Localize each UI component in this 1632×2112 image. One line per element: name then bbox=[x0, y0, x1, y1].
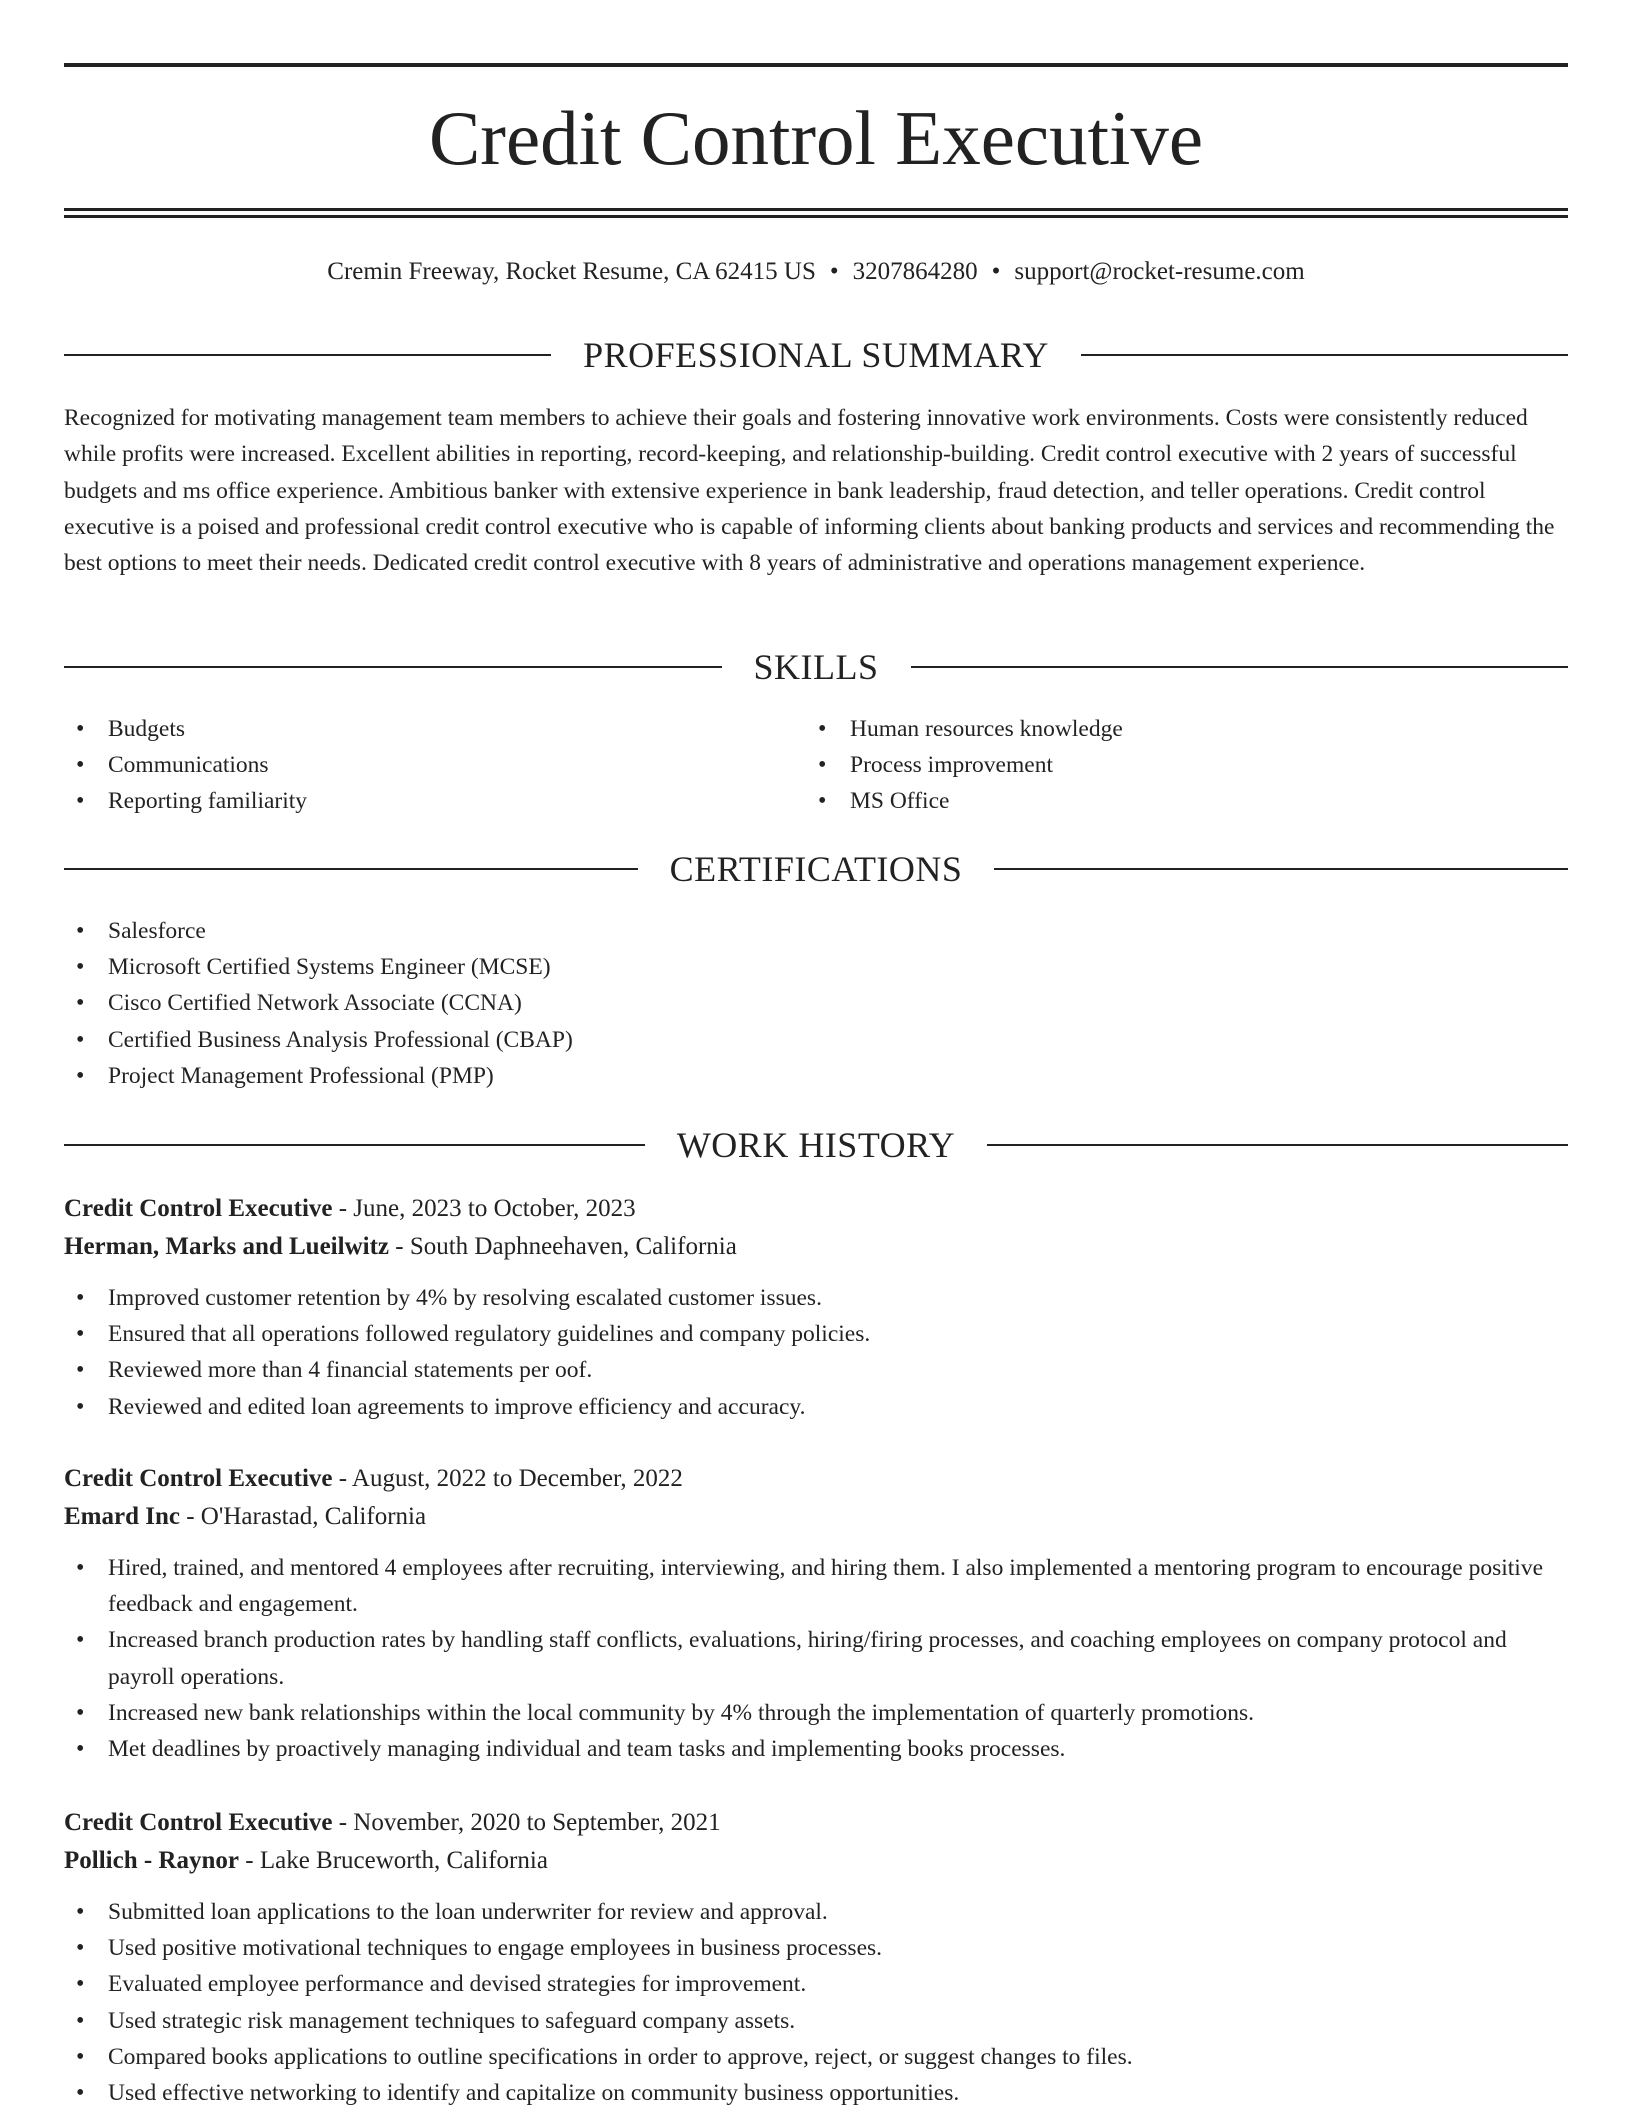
certification-item: • Certified Business Analysis Professional (CBAP) bbox=[64, 1022, 1568, 1058]
job-bullet: • Reviewed and edited loan agreements to improve efficiency and accuracy. bbox=[64, 1389, 1568, 1425]
contact-separator: • bbox=[829, 258, 839, 285]
heading-rule-right bbox=[911, 666, 1569, 668]
contact-address: Cremin Freeway, Rocket Resume, CA 62415 US bbox=[327, 258, 816, 285]
job-title-line bbox=[64, 1190, 1568, 1228]
job-dates: - August, 2022 to December, 2022 bbox=[332, 1465, 683, 1492]
heading-rule-right bbox=[987, 1144, 1568, 1146]
job-title-line bbox=[64, 1460, 1568, 1498]
job-entry bbox=[64, 1804, 1568, 2111]
contact-line bbox=[64, 252, 1568, 292]
job-title: Credit Control Executive bbox=[64, 1195, 333, 1222]
contact-separator: • bbox=[991, 258, 1001, 285]
job-dates: - November, 2020 to September, 2021 bbox=[332, 1809, 721, 1836]
certification-item: • Cisco Certified Network Associate (CCNA) bbox=[64, 985, 1568, 1021]
job-company: Herman, Marks and Lueilwitz bbox=[64, 1233, 389, 1260]
header-bottom-rule bbox=[64, 208, 1568, 211]
certifications-list bbox=[64, 913, 1568, 1094]
heading-rule-right bbox=[1081, 354, 1568, 356]
job-bullet: • Met deadlines by proactively managing individual and team tasks and implementing books processes. bbox=[64, 1731, 1568, 1767]
heading-rule-left bbox=[64, 354, 551, 356]
page-title: Credit Control Executive bbox=[428, 95, 1204, 181]
header-top-rule bbox=[64, 63, 1568, 67]
contact-email: support@rocket-resume.com bbox=[1014, 258, 1305, 285]
job-title: Credit Control Executive bbox=[64, 1809, 333, 1836]
job-location: - South Daphneehaven, California bbox=[389, 1233, 737, 1260]
skills-column-right bbox=[806, 711, 1506, 820]
job-location: - O'Harastad, California bbox=[179, 1503, 427, 1530]
heading-rule-left bbox=[64, 666, 722, 668]
job-bullet: • Used positive motivational techniques to engage employees in business processes. bbox=[64, 1930, 1568, 1966]
certification-item: • Project Management Professional (PMP) bbox=[64, 1058, 1568, 1094]
job-location: - Lake Bruceworth, California bbox=[239, 1847, 548, 1874]
job-bullet: • Improved customer retention by 4% by resolving escalated customer issues. bbox=[64, 1280, 1568, 1316]
job-company-line bbox=[64, 1842, 1568, 1880]
certifications-heading: CERTIFICATIONS bbox=[669, 849, 963, 889]
job-company-line bbox=[64, 1228, 1568, 1266]
job-bullet: • Submitted loan applications to the loan underwriter for review and approval. bbox=[64, 1894, 1568, 1930]
summary-heading-row bbox=[64, 333, 1568, 377]
job-company: Pollich - Raynor bbox=[64, 1847, 239, 1874]
job-bullet: • Increased new bank relationships within the local community by 4% through the implementation of quarterly promotions. bbox=[64, 1695, 1568, 1731]
job-bullet: • Evaluated employee performance and devised strategies for improvement. bbox=[64, 1966, 1568, 2002]
job-company: Emard Inc bbox=[64, 1503, 180, 1530]
job-bullets bbox=[64, 1894, 1568, 2111]
skill-item: • MS Office bbox=[806, 783, 1506, 819]
job-entry bbox=[64, 1190, 1568, 1425]
heading-rule-left bbox=[64, 1144, 645, 1146]
job-entry bbox=[64, 1460, 1568, 1767]
job-bullet: • Increased branch production rates by handling staff conflicts, evaluations, hiring/firing processes, and coaching employees on company protocol and payroll operations. bbox=[64, 1622, 1568, 1694]
job-bullet: • Used effective networking to identify and capitalize on community business opportunities. bbox=[64, 2075, 1568, 2111]
skill-item: • Budgets bbox=[64, 711, 764, 747]
certifications-heading-row bbox=[64, 847, 1568, 891]
summary-text: Recognized for motivating management team members to achieve their goals and fostering innovative work environments. Costs were consistently reduced while profits were increased. Excellent abilities in reporting, record-keeping, and relationship-building. Credit control executive with 2 years of successful budgets and ms office experience. Ambitious banker with extensive experience in bank leadership, fraud detection, and teller operations. Credit control executive is a poised and professional credit control executive who is capable of informing clients about banking products and services and recommending the best options to meet their needs. Dedicated credit control executive with 8 years of administrative and operations management experience. bbox=[64, 405, 1555, 577]
skills-heading: SKILLS bbox=[753, 647, 879, 687]
header-bottom-rule-second bbox=[64, 215, 1568, 218]
work-heading-row bbox=[64, 1123, 1568, 1167]
skill-item: • Reporting familiarity bbox=[64, 783, 764, 819]
job-bullet: • Reviewed more than 4 financial statements per oof. bbox=[64, 1352, 1568, 1388]
job-bullet: • Ensured that all operations followed regulatory guidelines and company policies. bbox=[64, 1316, 1568, 1352]
job-bullets bbox=[64, 1550, 1568, 1767]
heading-rule-right bbox=[994, 868, 1568, 870]
skill-item: • Human resources knowledge bbox=[806, 711, 1506, 747]
skill-item: • Process improvement bbox=[806, 747, 1506, 783]
job-company-line bbox=[64, 1498, 1568, 1536]
job-title-line bbox=[64, 1804, 1568, 1842]
job-bullet: • Hired, trained, and mentored 4 employees after recruiting, interviewing, and hiring them. I also implemented a mentoring program to encourage positive feedback and engagement. bbox=[64, 1550, 1568, 1622]
job-bullet: • Compared books applications to outline specifications in order to approve, reject, or suggest changes to files. bbox=[64, 2039, 1568, 2075]
job-bullet: • Used strategic risk management techniques to safeguard company assets. bbox=[64, 2003, 1568, 2039]
certification-item: • Microsoft Certified Systems Engineer (MCSE) bbox=[64, 949, 1568, 985]
job-title: Credit Control Executive bbox=[64, 1465, 333, 1492]
skill-item: • Communications bbox=[64, 747, 764, 783]
skills-column-left bbox=[64, 711, 764, 820]
summary-heading: PROFESSIONAL SUMMARY bbox=[583, 335, 1049, 375]
job-bullets bbox=[64, 1280, 1568, 1425]
certification-item: • Salesforce bbox=[64, 913, 1568, 949]
heading-rule-left bbox=[64, 868, 638, 870]
job-dates: - June, 2023 to October, 2023 bbox=[332, 1195, 636, 1222]
skills-heading-row bbox=[64, 645, 1568, 689]
work-heading: WORK HISTORY bbox=[676, 1125, 956, 1165]
contact-phone: 3207864280 bbox=[852, 258, 978, 285]
